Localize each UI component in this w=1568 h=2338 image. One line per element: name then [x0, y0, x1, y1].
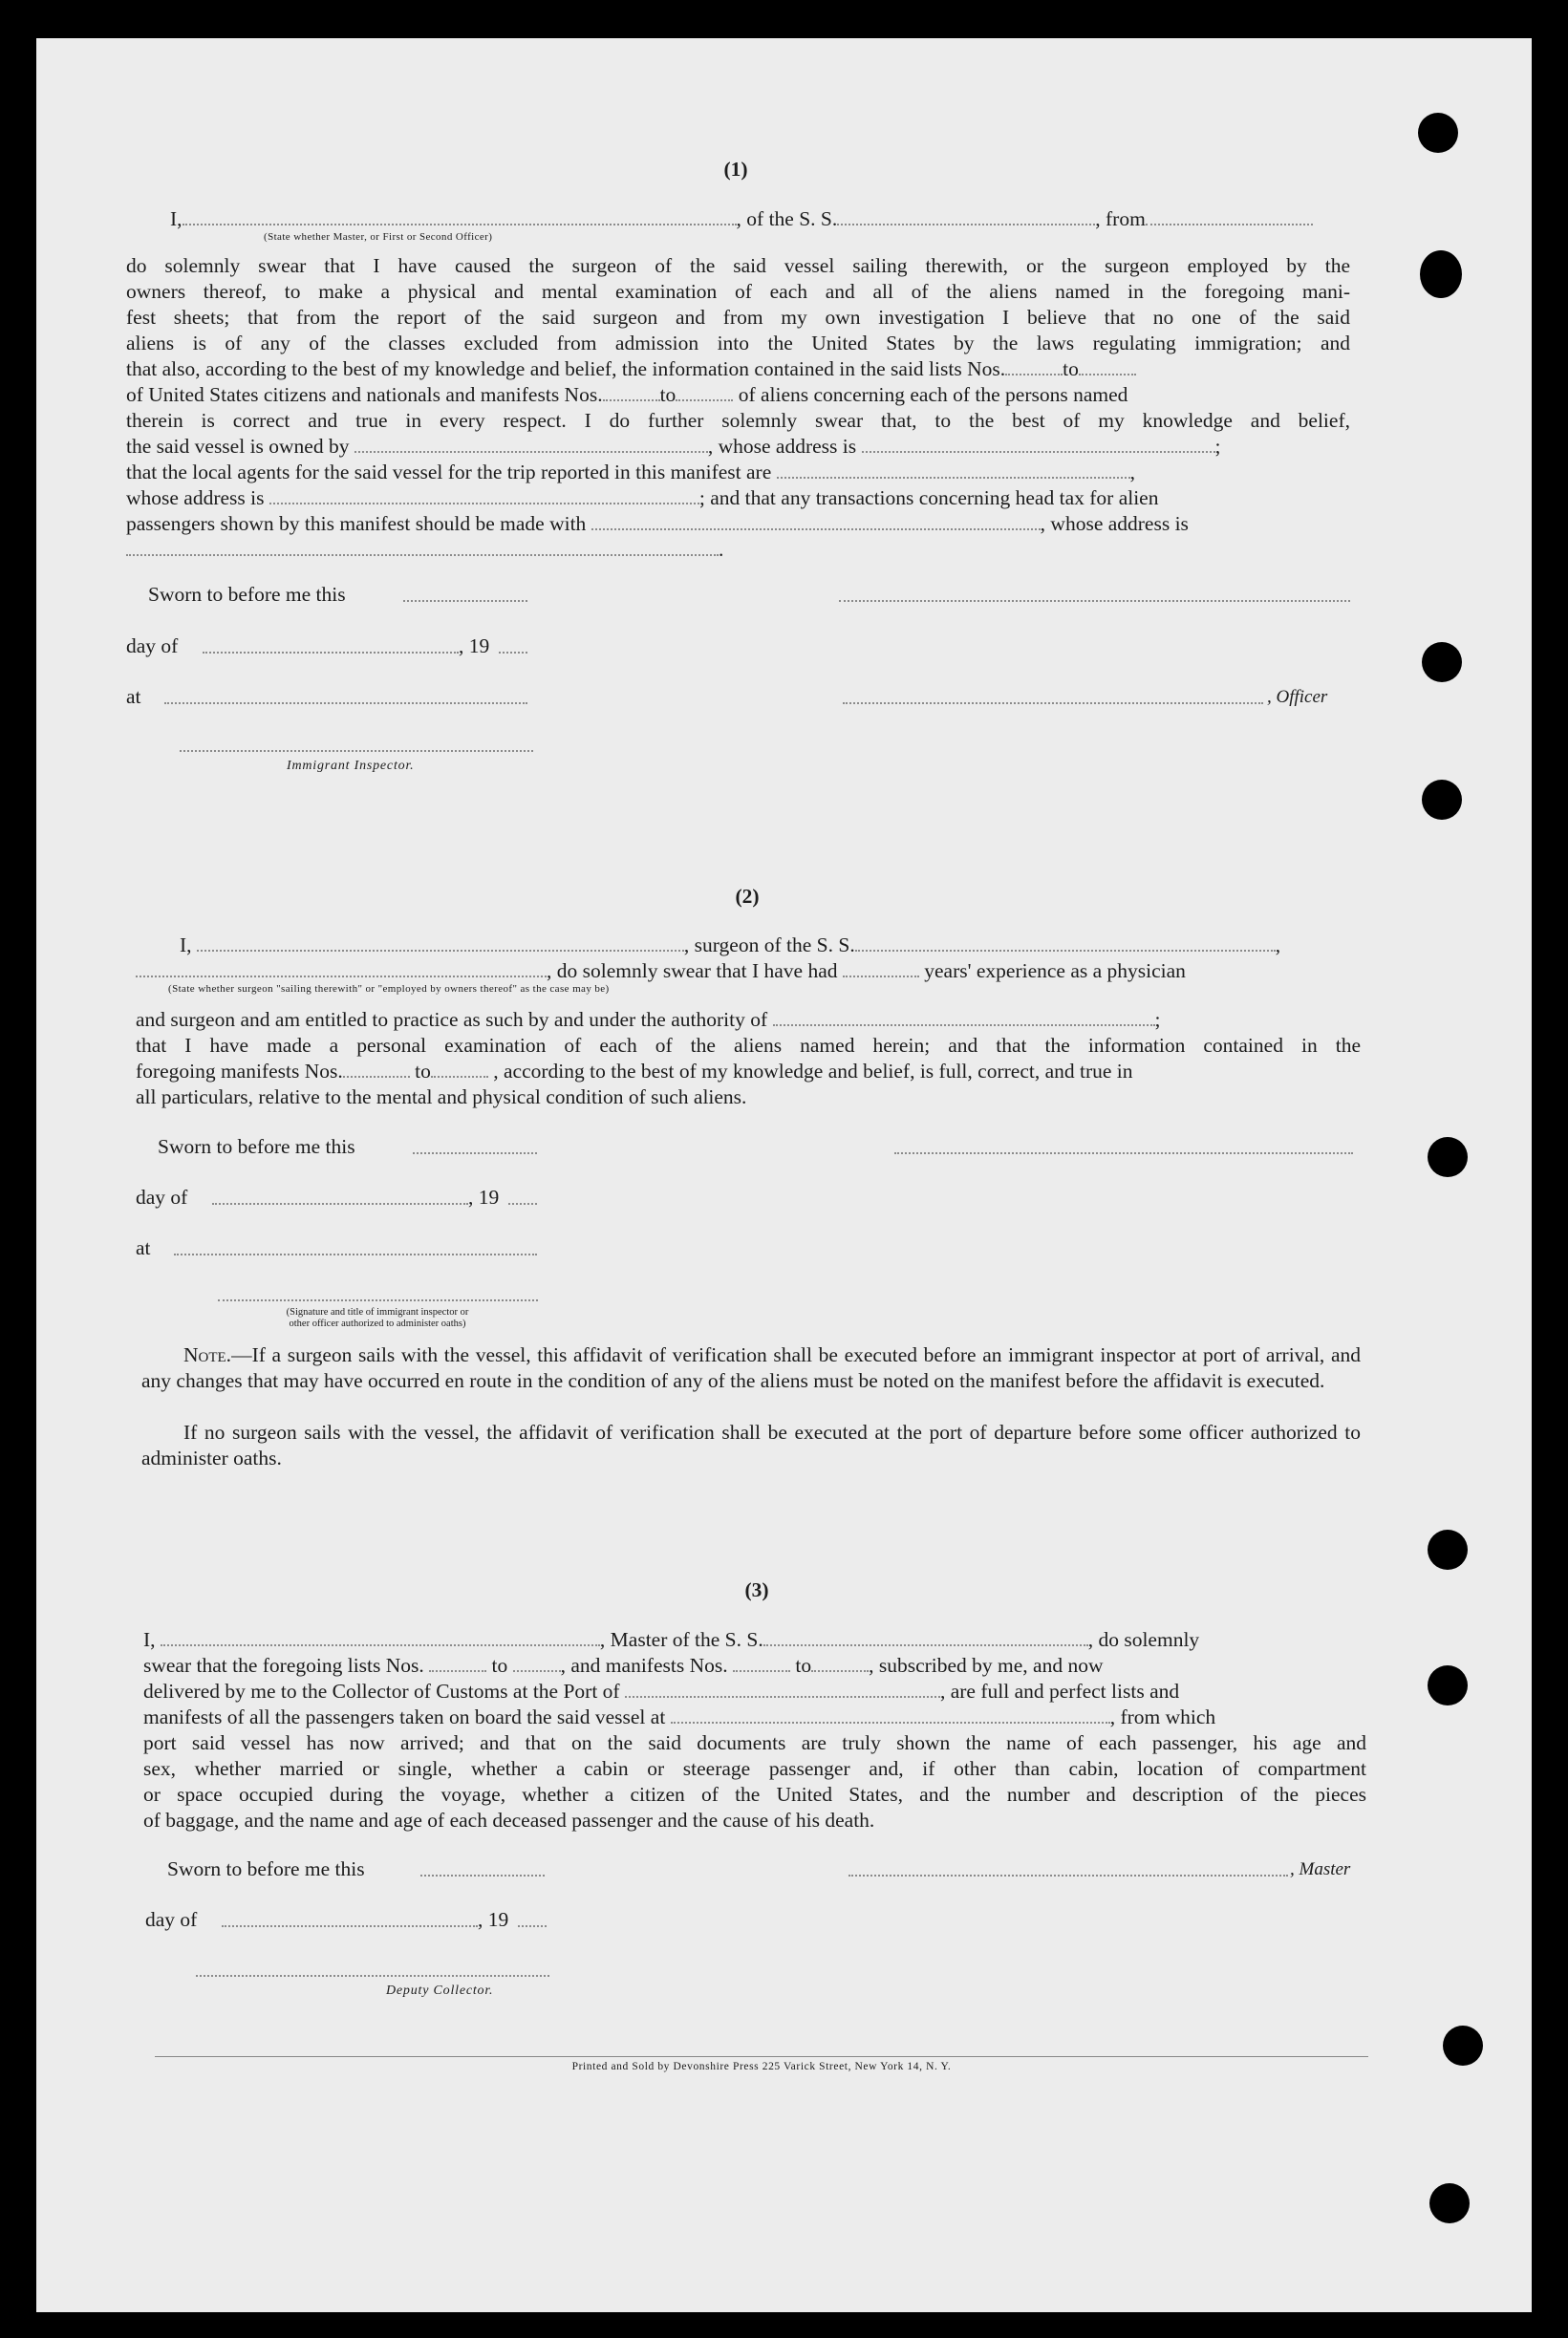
- printer-imprint: Printed and Sold by Devonshire Press 225 Varick Street, New York 14, N. Y.: [571, 2061, 952, 2072]
- s3-lists-from-field[interactable]: [429, 1655, 486, 1672]
- s3-dayof: day of: [145, 1908, 198, 1931]
- s1-of-ss: , of the S. S.: [736, 207, 838, 230]
- lists-to-field[interactable]: [1079, 358, 1136, 375]
- s2-signature-line[interactable]: [894, 1152, 1353, 1154]
- punch-hole: [1429, 2183, 1470, 2223]
- s2-sworn-date-field[interactable]: [413, 1152, 537, 1154]
- years-experience-field[interactable]: [843, 960, 919, 977]
- punch-hole: [1428, 1137, 1468, 1177]
- master-name-field[interactable]: [183, 208, 737, 225]
- s2-paragraph: and surgeon and am entitled to practice as such by and under the authority of ; that I have made a personal examination of each of the aliens named herein; and that the information contained in the foregoing manifests Nos. to , according to the best of my knowledge and belief, is full, correct, and true in all particulars, relative to the mental and physical condition of such aliens.: [136, 1008, 1361, 1108]
- authority-field[interactable]: [773, 1009, 1155, 1026]
- section-1-number: (1): [723, 158, 748, 181]
- s1-paragraph: do solemnly swear that I have caused the surgeon of the said vessel sailing therewith, or the surgeon employed by the owners thereof, to make a physical and mental examination of each and all of the aliens named in the foregoing mani- fest sheets; that from the report of the said surgeon and from my own investigation I believe that no one of the said aliens is of any of the classes excluded from admission into the United States by the laws regulating immigration; and that also, according to the best of my knowledge and belief, the information contained in the said lists Nos. to of United States citizens and nationals and manifests Nos. to of aliens concerning each of the persons named therein is correct and true in every respect. I do further solemnly swear that, to the best of my knowledge and belief, the said vessel is owned by , whose address is ; that the local agents for the said vessel for the trip reported in this manifest are , whose address is ; and that any transactions concerning head tax for alien passengers shown by this manifest should be made with , whose address is .: [126, 254, 1350, 561]
- punch-hole: [1422, 780, 1462, 820]
- s3-manifests-to-field[interactable]: [811, 1655, 869, 1672]
- s3-day-field[interactable]: [222, 1925, 478, 1927]
- s2-signature-note: (Signature and title of immigrant inspector or other officer authorized to administer oaths): [286, 1307, 469, 1329]
- s3-manifests-from-field[interactable]: [733, 1655, 790, 1672]
- officer-note: (State whether Master, or First or Second Officer): [264, 231, 493, 243]
- s1-year: , 19: [459, 634, 490, 657]
- head-tax-contact-field[interactable]: [591, 513, 1041, 530]
- punch-hole: [1422, 642, 1462, 682]
- surgeon-type-field[interactable]: [136, 960, 547, 977]
- s1-i: I,: [170, 207, 183, 230]
- section-2-number: (2): [735, 885, 760, 908]
- punch-hole: [1428, 1530, 1468, 1570]
- section-3-number: (3): [744, 1578, 769, 1601]
- s3-vessel-field[interactable]: [763, 1629, 1088, 1646]
- s2-vessel-field[interactable]: [855, 934, 1276, 952]
- s1-officer-label: , Officer: [1267, 687, 1328, 707]
- note-label: Note.: [183, 1343, 232, 1366]
- punch-hole: [1420, 250, 1462, 298]
- head-tax-address-field[interactable]: [126, 539, 719, 556]
- s3-sworn: Sworn to before me this: [167, 1857, 365, 1880]
- s2-day-field[interactable]: [212, 1203, 468, 1205]
- lists-from-field[interactable]: [1005, 358, 1063, 375]
- s2-sworn: Sworn to before me this: [158, 1135, 355, 1158]
- owner-address-field[interactable]: [862, 436, 1215, 453]
- s1-from: , from: [1095, 207, 1146, 230]
- s3-paragraph: I, , Master of the S. S. , do solemnly swear that the foregoing lists Nos. to , and manifests Nos. to , subscribed by me, and now delivered by me to the Collector of Customs at the Port of , are full and perfect lists and manifests of all the passengers taken on board the said vessel at , from which port said vessel has now arrived; and that on the said documents are truly shown the name of each passenger, his age and sex, whether married or single, whether a cabin or steerage passenger and, if other than cabin, location of compartment or space occupied during the voyage, whether a citizen of the United States, and the number and description of the pieces of baggage, and the name and age of each deceased passenger and the cause of his death.: [143, 1628, 1366, 1832]
- s3-master-signature-field[interactable]: [848, 1875, 1288, 1877]
- s2-at-field[interactable]: [174, 1254, 537, 1255]
- s2-dayof: day of: [136, 1186, 188, 1209]
- departure-port-field[interactable]: [671, 1706, 1110, 1724]
- s1-sworn-date-field[interactable]: [403, 600, 527, 602]
- punch-hole: [1428, 1665, 1468, 1705]
- s2-note: Note.—If a surgeon sails with the vessel, this affidavit of verification shall be executed before an immigrant inspector at port of arrival, and any changes that may have occurred en route in the condition of any of the aliens must be noted on the manifest before the affidavit is executed.: [141, 1343, 1361, 1392]
- footer-rule: [155, 2056, 1368, 2057]
- s1-day-field[interactable]: [203, 652, 459, 654]
- s2-at: at: [136, 1236, 151, 1259]
- punch-hole: [1418, 113, 1458, 153]
- s1-dayof: day of: [126, 634, 179, 657]
- s2-inspector-signature-field[interactable]: [218, 1299, 538, 1301]
- manifests-to-field[interactable]: [676, 384, 733, 401]
- surgeon-name-field[interactable]: [197, 934, 684, 952]
- s1-at-field[interactable]: [164, 702, 527, 704]
- s2-manifests-to-field[interactable]: [431, 1061, 488, 1078]
- from-port-field[interactable]: [1146, 208, 1313, 225]
- s3-master-label: , Master: [1290, 1859, 1351, 1879]
- s2-note-2: If no surgeon sails with the vessel, the affidavit of verification shall be executed at the port of departure before some officer authorized to administer oaths.: [141, 1421, 1361, 1469]
- vessel-name-field[interactable]: [837, 208, 1095, 225]
- s3-lists-to-field[interactable]: [513, 1655, 561, 1672]
- s2-year: , 19: [468, 1186, 500, 1209]
- customs-port-field[interactable]: [625, 1681, 940, 1698]
- s1-at: at: [126, 685, 141, 708]
- s1-line-1: [170, 206, 1355, 232]
- s2-line-1: I, , surgeon of the S. S. ,: [180, 933, 1281, 956]
- deputy-label: Deputy Collector.: [386, 1984, 494, 1998]
- punch-hole: [1443, 2026, 1483, 2066]
- s1-sworn: Sworn to before me this: [148, 583, 346, 606]
- s2-year-field[interactable]: [508, 1203, 537, 1205]
- s3-year: , 19: [478, 1908, 509, 1931]
- s3-year-field[interactable]: [518, 1925, 547, 1927]
- s3-sworn-date-field[interactable]: [420, 1875, 545, 1877]
- s3-master-name-field[interactable]: [161, 1629, 600, 1646]
- inspector-label: Immigrant Inspector.: [287, 759, 415, 773]
- s2-line-2: , do solemnly swear that I have had years' experience as a physician: [136, 958, 1368, 984]
- s2-manifests-from-field[interactable]: [343, 1061, 410, 1078]
- local-agents-field[interactable]: [777, 461, 1130, 479]
- inspector-signature-field[interactable]: [180, 750, 533, 752]
- deputy-signature-field[interactable]: [196, 1975, 549, 1977]
- agents-address-field[interactable]: [269, 487, 699, 504]
- surgeon-type-note: (State whether surgeon "sailing therewith" or "employed by owners thereof" as the case may be): [168, 983, 610, 995]
- s1-year-field[interactable]: [499, 652, 527, 654]
- s1-signature-line[interactable]: [839, 600, 1350, 602]
- owner-field[interactable]: [354, 436, 708, 453]
- manifests-from-field[interactable]: [603, 384, 660, 401]
- s1-officer-signature-field[interactable]: [843, 702, 1263, 704]
